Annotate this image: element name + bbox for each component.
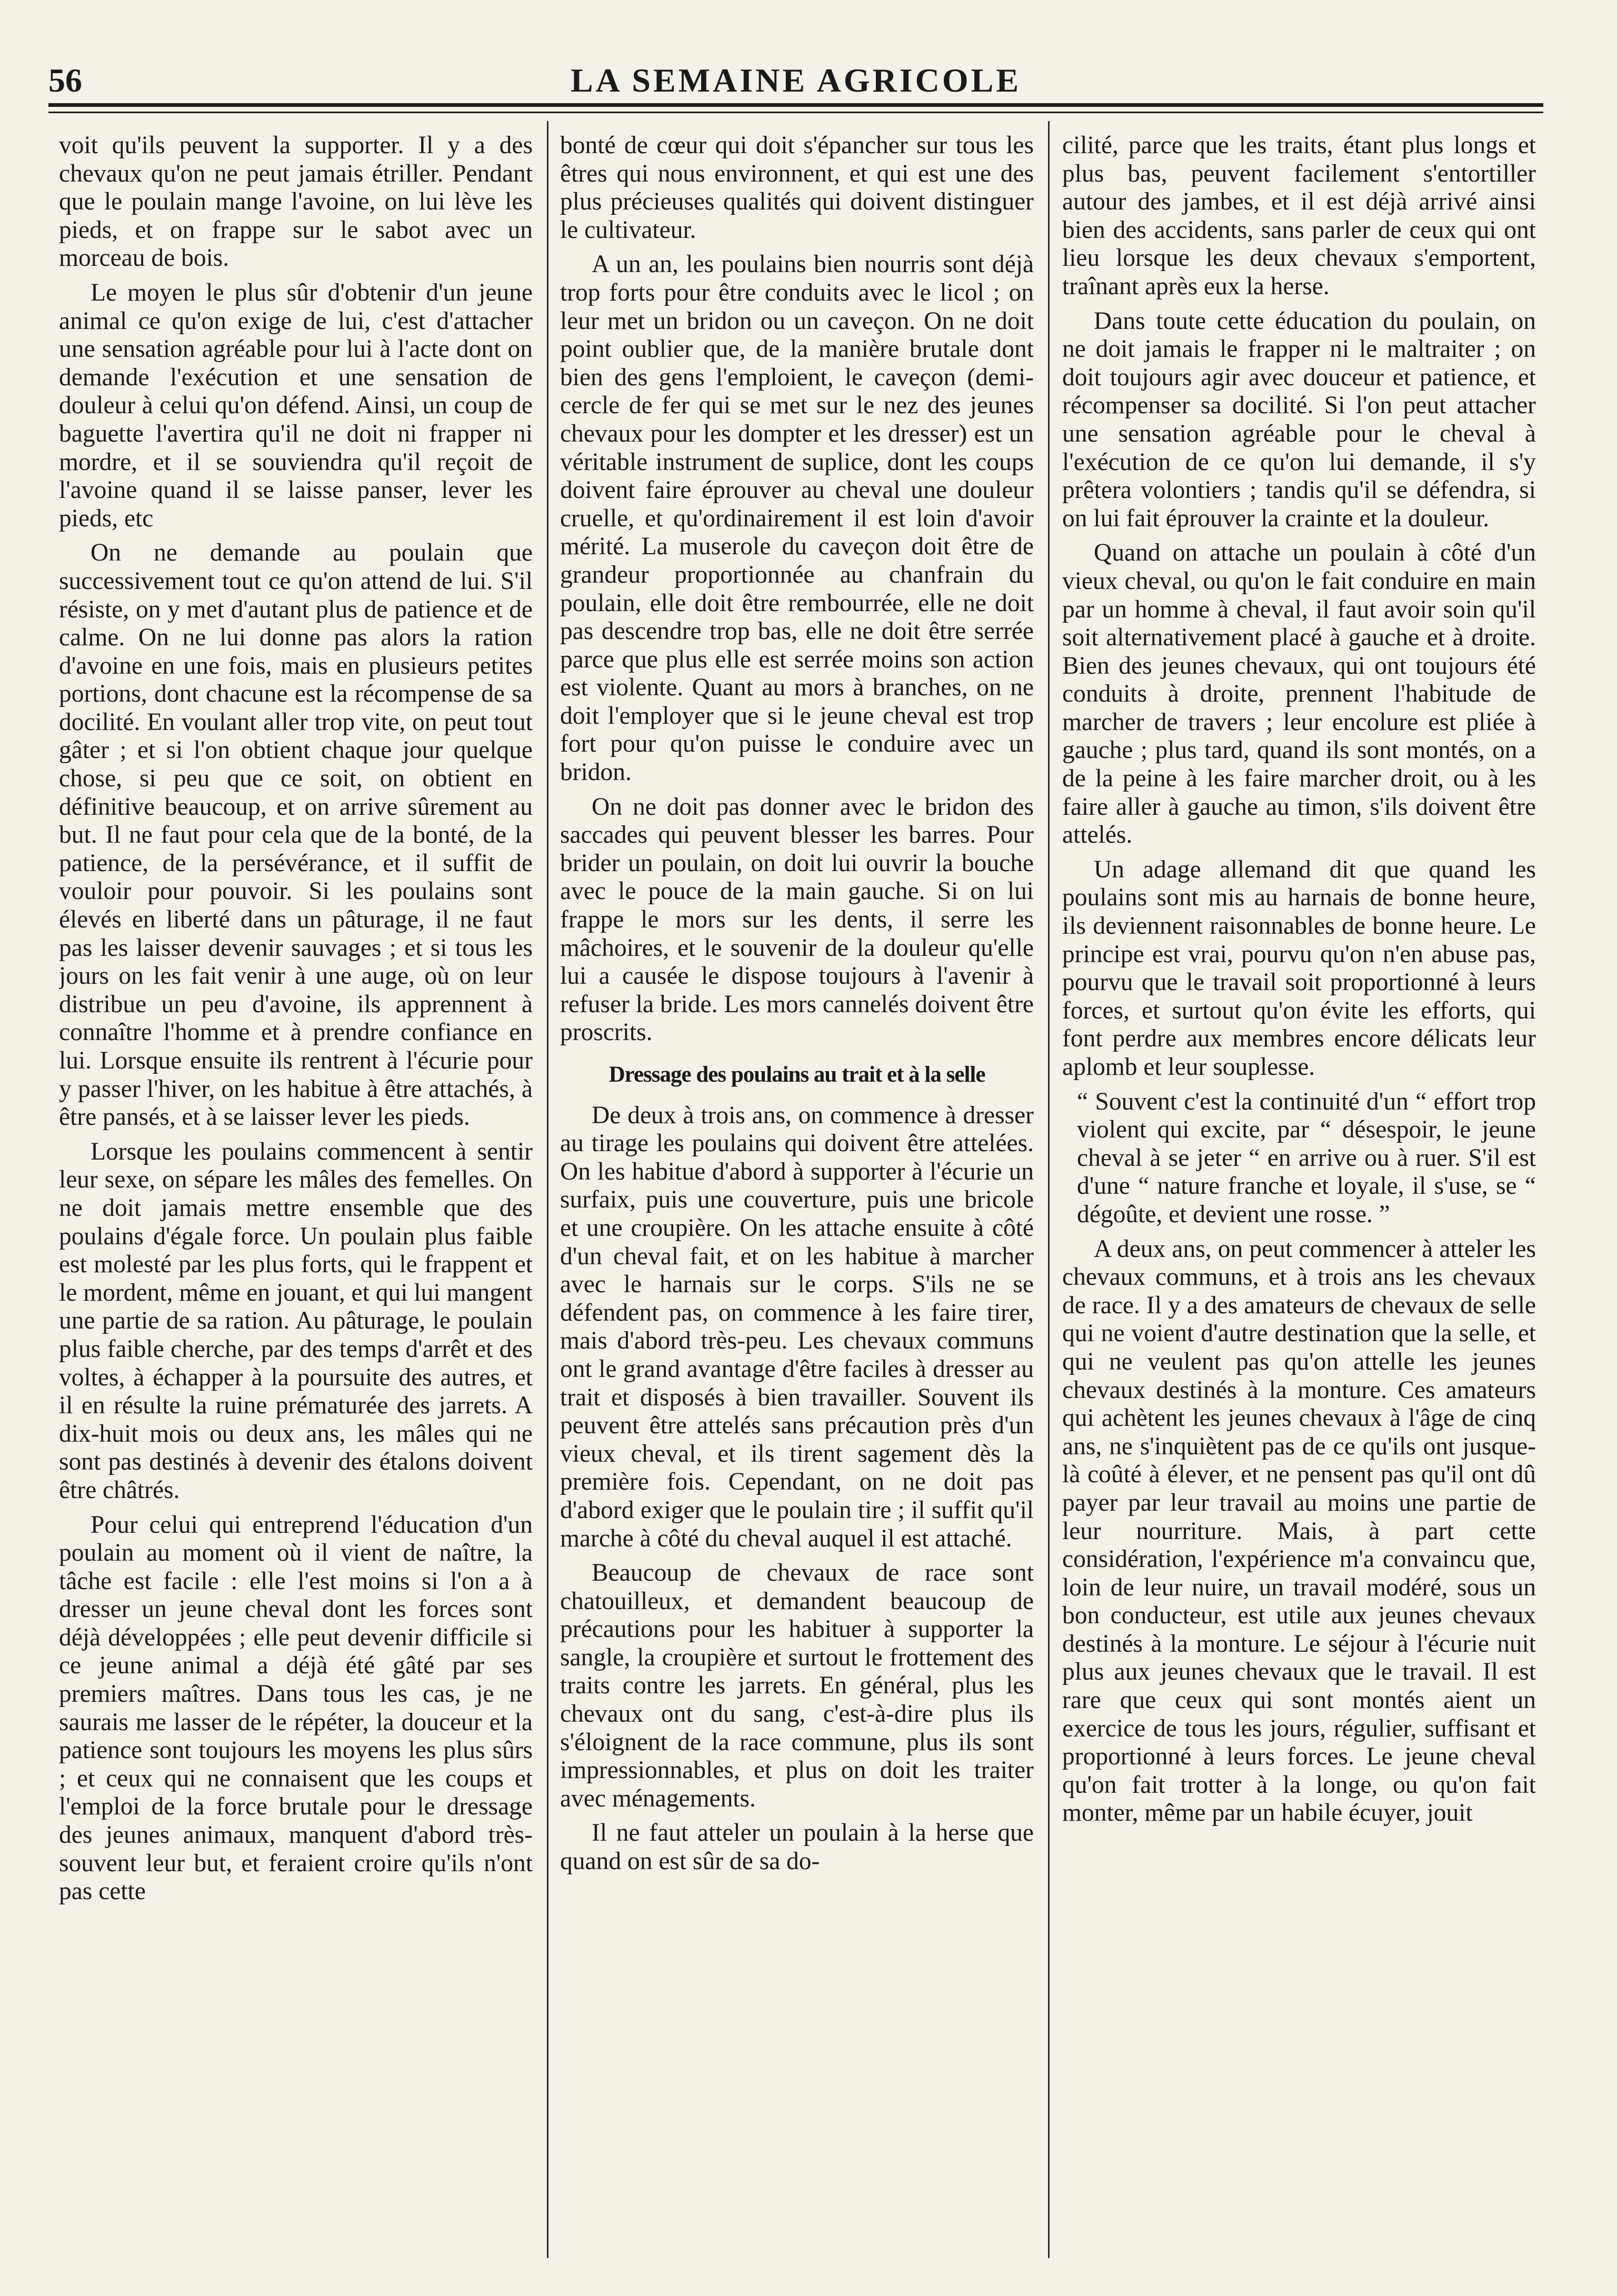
paragraph: Quand on attache un poulain à côté d'un vieux cheval, ou qu'on le fait conduire en main par un homme à cheval, il faut avoir soin qu'il soit alternativement placé à gauche et à droite. Bien des jeunes chevaux, qui ont toujours été conduits à droite, prennent l'habitude de marcher de travers ; leur encolure est pliée à gauche ; plus tard, quand ils sont montés, on a de la peine à les faire marcher droit, ou à les faire aller à gauche au timon, s'ils doivent être attelés. [1062, 539, 1536, 849]
paragraph: Il ne faut atteler un poulain à la herse que quand on est sûr de sa do- [560, 1819, 1034, 1875]
page-number: 56 [48, 62, 82, 99]
column-1 [59, 132, 533, 2279]
paragraph: voit qu'ils peuvent la supporter. Il y a des chevaux qu'on ne peut jamais étriller. Pendant que le poulain mange l'avoine, on lui lève les pieds, et on frappe sur le sabot avec un morceau de bois. [59, 132, 533, 272]
paragraph: Lorsque les poulains commencent à sentir leur sexe, on sépare les mâles des femelles. On ne doit jamais mettre ensemble que des poulains d'égale force. Un poulain plus faible est molesté par les plus forts, qui le frappent et le mordent, même en jouant, et qui lui mangent une partie de sa ration. Au pâturage, le poulain plus faible cherche, par des temps d'arrêt et des voltes, à échapper à la poursuite des autres, et il en résulte la ruine prématurée des jarrets. A dix-huit mois ou deux ans, les mâles qui ne sont pas destinés à devenir des étalons doivent être châtrés. [59, 1137, 533, 1504]
column-divider [547, 121, 548, 2258]
header-rule-thick [48, 103, 1543, 107]
paragraph: De deux à trois ans, on commence à dresser au tirage les poulains qui doivent être attelées. On les habitue d'abord à supporter à l'écurie un surfaix, puis une couverture, puis une bricole et une croupière. On les attache ensuite à côté d'un cheval fait, et on les habitue à marcher avec le harnais sur le corps. S'ils ne se défendent pas, on commence à les faire tirer, mais d'abord très-peu. Les chevaux communs ont le grand avantage d'être faciles à dresser au trait et disposés à bien travailler. Souvent ils peuvent être attelés sans précaution près d'un vieux cheval, et ils tirent sagement dès la première fois. Cependant, on ne doit pas d'abord exiger que le poulain tire ; il suffit qu'il marche à côté du cheval auquel il est attaché. [560, 1101, 1034, 1552]
quotation: “ Souvent c'est la continuité d'un “ effort trop violent qui excite, par “ désespoir, le jeune cheval à se jeter “ en arrive ou à ruer. S'il est d'une “ nature franche et loyale, il s'use, se “ dégoûte, et devient une rosse. ” [1077, 1087, 1536, 1228]
paragraph: Dans toute cette éducation du poulain, on ne doit jamais le frapper ni le maltraiter ; on doit toujours agir avec douceur et patience, et récompenser sa docilité. Si l'on peut attacher une sensation agréable pour le cheval à l'exécution de ce qu'on lui demande, il s'y prêtera volontiers ; tandis qu'il se défendra, si on lui fait éprouver la crainte et la douleur. [1062, 307, 1536, 532]
paragraph: On ne doit pas donner avec le bridon des saccades qui peuvent blesser les barres. Pour brider un poulain, on doit lui ouvrir la bouche avec le pouce de la main gauche. Si on lui frappe le mors sur les dents, il serre les mâchoires, et le souvenir de la douleur qu'elle lui a causée le dispose toujours à l'avenir à refuser la bride. Les mors cannelés doivent être proscrits. [560, 793, 1034, 1046]
paragraph: bonté de cœur qui doit s'épancher sur tous les êtres qui nous environnent, et qui est une des plus précieuses qualités qui doivent distinguer le cultivateur. [560, 132, 1034, 244]
paragraph: Beaucoup de chevaux de race sont chatouilleux, et demandent beaucoup de précautions pour les habituer à supporter la sangle, la croupière et surtout le frottement des traits contre les jarrets. En général, plus les chevaux ont du sang, c'est-à-dire plus ils s'éloignent de la race commune, plus ils sont impressionnables, et plus on doit les traiter avec ménagements. [560, 1559, 1034, 1812]
paragraph: Pour celui qui entreprend l'éducation d'un poulain au moment où il vient de naître, la tâche est facile : elle l'est moins si l'on a à dresser un jeune cheval dont les forces sont déjà développées ; elle peut devenir difficile si ce jeune animal a déjà été gâté par ses premiers maîtres. Dans tous les cas, je ne saurais me lasser de le répéter, la douceur et la patience sont toujours les moyens les plus sûrs ; et ceux qui ne connaisent que les coups et l'emploi de la force brutale pour le dressage des jeunes animaux, manquent d'abord très-souvent leur but, et feraient croire qu'ils n'ont pas cette [59, 1511, 533, 1905]
column-2 [560, 132, 1034, 2279]
paragraph: Un adage allemand dit que quand les poulains sont mis au harnais de bonne heure, ils deviennent raisonnables de bonne heure. Le principe est vrai, pourvu qu'on n'en abuse pas, pourvu que le travail soit proportionné à leurs forces, et surtout qu'on évite les efforts, qui font perdre aux membres encore délicats leur aplomb et leur souplesse. [1062, 855, 1536, 1081]
section-heading: Dressage des poulains au trait et à la selle [608, 1062, 985, 1087]
paragraph: A deux ans, on peut commencer à atteler les chevaux communs, et à trois ans les chevaux de race. Il y a des amateurs de chevaux de selle qui ne voient d'autre destination que la selle, et qui ne veulent pas qu'on attelle les jeunes chevaux destinés à la monture. Ces amateurs qui achètent les jeunes chevaux à l'âge de cinq ans, ne s'inquiètent pas de ce qu'ils ont jusque-là coûté à élever, et ne pensent pas qu'il ont dû payer par leur travail au moins une partie de leur nourriture. Mais, à part cette considération, l'expérience m'a convaincu que, loin de leur nuire, un travail modéré, sous un bon conducteur, est utile aux jeunes chevaux destinés à la monture. Le séjour à l'écurie nuit plus aux jeunes chevaux que le travail. Il est rare que ceux qui sont montés aient un exercice de tous les jours, régulier, suffisant et proportionné à leurs forces. Le jeune cheval qu'on fait trotter à la longe, ou qu'on fait monter, même par un habile écuyer, jouit [1062, 1235, 1536, 1827]
paragraph: On ne demande au poulain que successivement tout ce qu'on attend de lui. S'il résiste, on y met d'autant plus de patience et de calme. On ne lui donne pas alors la ration d'avoine en une fois, mais en plusieurs petites portions, dont chacune est la récompense de sa docilité. En voulant aller trop vite, on peut tout gâter ; et si l'on obtient chaque jour quelque chose, si peu que ce soit, on obtient en définitive beaucoup, et on arrive sûrement au but. Il ne faut pour cela que de la bonté, de la patience, de la persévérance, et il suffit de vouloir pour pouvoir. Si les poulains sont élevés en liberté dans un pâturage, il ne faut pas les laisser devenir sauvages ; et si tous les jours on les fait venir à une auge, où on leur distribue un peu d'avoine, ils apprennent à connaître l'homme et à prendre confiance en lui. Lorsque ensuite ils rentrent à l'écurie pour y passer l'hiver, on les habitue à être attachés, à être pansés, et à se laisser lever les pieds. [59, 539, 533, 1131]
paragraph: Le moyen le plus sûr d'obtenir d'un jeune animal ce qu'on exige de lui, c'est d'attacher une sensation agréable pour lui à l'acte dont on demande l'exécution et une sensation de douleur à celui qu'on défend. Ainsi, un coup de baguette l'avertira qu'il ne doit ni frapper ni mordre, et il se souviendra qu'il reçoit de l'avoine quand il se laisse panser, lever les pieds, etc [59, 278, 533, 532]
column-divider [1048, 121, 1050, 2258]
paragraph: cilité, parce que les traits, étant plus longs et plus bas, peuvent facilement s'entortiller autour des jambes, et il est déjà arrivé ainsi bien des accidents, sans parler de ceux qui ont lieu lorsque les deux chevaux s'emportent, traînant après eux la herse. [1062, 132, 1536, 300]
column-3 [1062, 132, 1536, 2279]
paragraph: A un an, les poulains bien nourris sont déjà trop forts pour être conduits avec le licol ; on leur met un bridon ou un caveçon. On ne doit point oublier que, de la manière brutale dont bien des gens l'emploient, le caveçon (demi-cercle de fer qui se met sur le nez des jeunes chevaux pour les dompter et les dresser) est un véritable instrument de suplice, dont les coups doivent faire éprouver au cheval une douleur cruelle, et qu'ordinairement il est loin d'avoir mérité. La muserole du caveçon doit être de grandeur proportionnée au chanfrain du poulain, elle doit être rembourrée, elle ne doit pas descendre trop bas, elle ne doit être serrée parce que plus elle est serrée moins son action est violente. Quant au mors à branches, on ne doit l'employer que si le jeune cheval est trop fort pour qu'on puisse le conduire avec un bridon. [560, 251, 1034, 786]
page-header [48, 57, 1543, 104]
header-rule-thin [48, 112, 1543, 113]
journal-title: LA SEMAINE AGRICOLE [570, 62, 1022, 99]
